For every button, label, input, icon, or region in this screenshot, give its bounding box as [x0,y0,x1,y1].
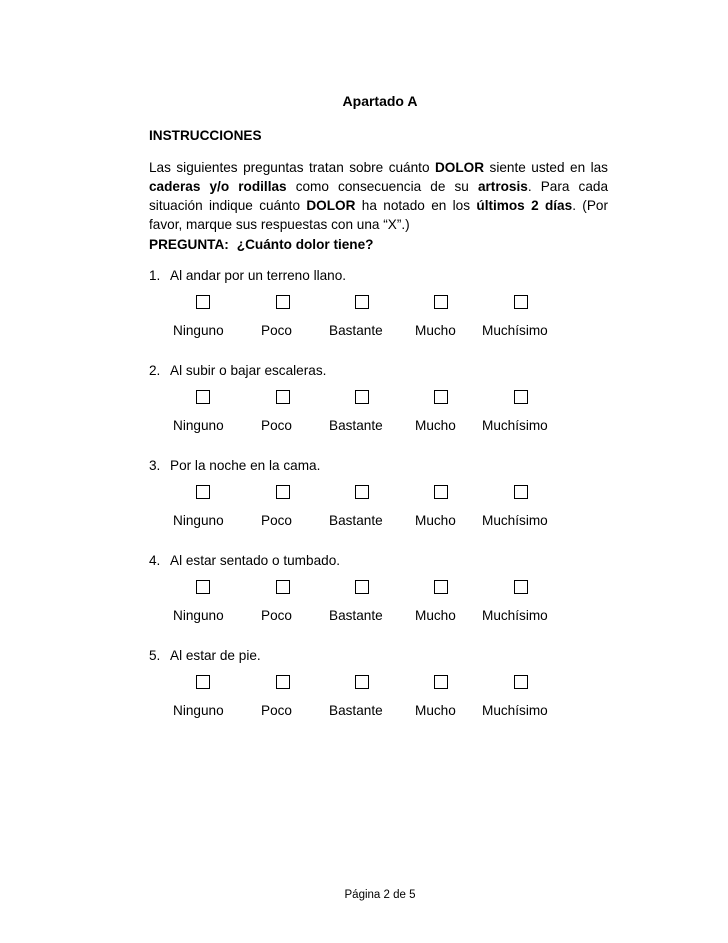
answer-checkbox[interactable] [434,580,448,594]
answer-label: Mucho [415,418,456,433]
question-item [149,268,608,348]
answer-label: Poco [261,703,292,718]
answer-checkbox[interactable] [276,295,290,309]
answer-label: Muchísimo [482,323,548,338]
question-text: Al estar de pie. [170,648,261,663]
answer-label: Muchísimo [482,608,548,623]
answer-checkbox[interactable] [514,295,528,309]
question-text: Por la noche en la cama. [170,458,321,473]
answer-checkbox[interactable] [434,485,448,499]
question-prompt [149,237,373,252]
question-label [149,648,261,663]
answer-label: Mucho [415,703,456,718]
answer-label: Poco [261,323,292,338]
answer-checkbox[interactable] [276,485,290,499]
question-item [149,458,608,538]
section-title: Apartado A [342,93,418,109]
intro-text-5: ha notado en los [355,198,477,213]
answer-checkbox[interactable] [355,295,369,309]
answer-checkbox[interactable] [434,295,448,309]
question-label [149,363,326,378]
answer-checkbox[interactable] [276,580,290,594]
intro-text-6: . (Por favor, marque sus respuestas con una “X”.) [149,198,608,232]
question-label [149,268,346,283]
instructions-heading: INSTRUCCIONES [149,128,262,143]
question-number: 4. [149,553,161,568]
intro-bold-dolor: DOLOR [434,160,485,175]
answer-checkbox[interactable] [514,675,528,689]
question-label [149,553,340,568]
answer-label: Ninguno [173,703,224,718]
answer-label: Bastante [329,703,383,718]
question-label [149,458,320,473]
intro-text-3: como consecuencia de su [286,179,478,194]
question-number: 5. [149,648,161,663]
answer-label: Ninguno [173,608,224,623]
prompt-text: ¿Cuánto dolor tiene? [236,237,374,252]
answer-checkbox[interactable] [355,485,369,499]
answer-label: Muchísimo [482,418,548,433]
answer-label: Mucho [415,608,456,623]
question-text: Al subir o bajar escaleras. [170,363,327,378]
intro-text-4: . Para cada situación indique cuánto [149,179,608,213]
question-number: 3. [149,458,161,473]
intro-text-1: Las siguientes preguntas tratan sobre cuánto [149,160,435,175]
answer-label: Poco [261,608,292,623]
answer-label: Ninguno [173,513,224,528]
answer-checkbox[interactable] [434,390,448,404]
question-number: 2. [149,363,161,378]
answer-checkbox[interactable] [514,485,528,499]
answer-label: Poco [261,513,292,528]
answer-checkbox[interactable] [514,390,528,404]
question-item [149,363,608,443]
answer-label: Ninguno [173,323,224,338]
answer-label: Mucho [415,513,456,528]
answer-checkbox[interactable] [355,580,369,594]
question-text: Al estar sentado o tumbado. [170,553,341,568]
answer-label: Muchísimo [482,703,548,718]
answer-checkbox[interactable] [434,675,448,689]
intro-text-2: siente usted en las [484,160,608,175]
answer-checkbox[interactable] [276,390,290,404]
intro-bold-artrosis: artrosis [477,179,528,194]
question-text: Al andar por un terreno llano. [170,268,347,283]
answer-checkbox[interactable] [355,390,369,404]
question-item [149,648,608,728]
answer-label: Bastante [329,323,383,338]
intro-bold-caderas: caderas y/o rodillas [149,179,287,194]
answer-checkbox[interactable] [276,675,290,689]
prompt-label: PREGUNTA: [149,237,229,252]
answer-label: Bastante [329,513,383,528]
answer-checkbox[interactable] [355,675,369,689]
answer-label: Bastante [329,418,383,433]
answer-label: Bastante [329,608,383,623]
intro-bold-ultimos: últimos 2 días [476,198,573,213]
answer-label: Poco [261,418,292,433]
answer-label: Muchísimo [482,513,548,528]
page-number: Página 2 de 5 [344,889,416,901]
question-number: 1. [149,268,161,283]
question-item [149,553,608,633]
answer-checkbox[interactable] [514,580,528,594]
answer-label: Ninguno [173,418,224,433]
answer-label: Mucho [415,323,456,338]
intro-bold-dolor-2: DOLOR [306,198,356,213]
instructions-text [149,158,608,234]
